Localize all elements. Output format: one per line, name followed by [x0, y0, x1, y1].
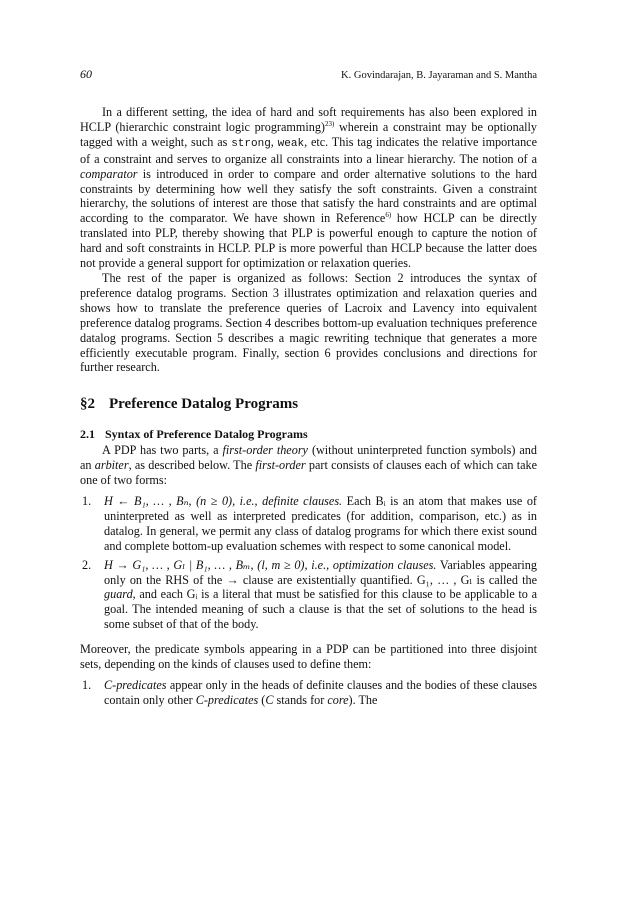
paragraph-predicate-partition: Moreover, the predicate symbols appearing in a PDP can be partitioned into three disjoint sets, depending on the kinds of clauses used to define them:	[80, 642, 537, 672]
text-run: , as described below. The	[128, 458, 256, 473]
paragraph-organization: The rest of the paper is organized as follows: Section 2 introduces the syntax of preference datalog programs. Section 3 illustrates optimization and relaxation queries and shows how to translate the preference queries of Lacroix and Lavency into equivalent preference datalog programs. Section 4 describes bottom-up evaluation techniques preference datalog programs. Section 5 describes a magic rewriting technique that generates a more efficiently executable program. Finally, section 6 provides conclusions and directions for further research.	[80, 270, 537, 375]
list-number: 1.	[82, 494, 92, 509]
list-item	[80, 558, 537, 633]
section-title: Preference Datalog Programs	[109, 396, 299, 413]
text-run: In a different setting, the idea of hard and soft requirements has also been explored in HCLP (hierarchic constraint logic programming)	[80, 105, 537, 134]
paragraph-hclp	[80, 105, 537, 271]
page-header	[80, 67, 537, 82]
emphasis: C-predicates	[104, 678, 167, 692]
text-run: Each Bᵢ is an atom that makes use of uninterpreted as well as interpreted predicates (for addition, comparison, etc.) as in datalog. In general, we permit any class of datalog programs for which there exist sound and complete bottom-up evaluation schemes with respect to some canonical model.	[104, 494, 537, 553]
code-weak: weak	[277, 137, 305, 150]
formula: H ← B₁, … , Bₙ, (n ≥ 0),	[104, 494, 240, 509]
text-run: how HCLP can be directly translated into PLP, thereby showing that PLP is powerful enough to capture the notion of hard and soft constraints in HCLP. PLP is more powerful than HCLP because the latter does not provide a general support for optimization or relaxation queries.	[80, 211, 537, 271]
page-number: 60	[80, 67, 92, 81]
clause-forms-list	[80, 494, 537, 632]
list-item-body	[104, 494, 537, 554]
text-run: part consists of clauses each of which can take one of two forms:	[80, 458, 537, 488]
emphasis: C-predicates	[195, 692, 259, 707]
formula: H → G₁, … , Gₗ | B₁, … , Bₘ, (l, m ≥ 0),	[104, 557, 312, 572]
emphasis: i.e., definite clauses.	[239, 494, 343, 509]
subsection-title: Syntax of Preference Datalog Programs	[105, 427, 308, 442]
emphasis: arbiter	[94, 458, 129, 473]
citation-ref: 23)	[324, 119, 335, 128]
emphasis: core	[327, 692, 349, 707]
text-run: Variables appearing only on the RHS of the → clause are existentially quantified. G₁, … , Gₗ is called the	[104, 557, 537, 587]
text-run: , etc. This tag indicates the relative importance of a constraint and serves to organize all constraints into a linear hierarchy. The notion of a	[80, 134, 538, 166]
emphasis: C	[265, 692, 274, 707]
list-number: 2.	[82, 557, 92, 572]
text-run: , and each Gᵢ is a literal that must be satisfied for this clause to be applicable to a goal. The intended meaning of such a clause is that the set of solutions to the head is some subset of that of the body.	[104, 587, 537, 632]
text-run: ,	[270, 134, 278, 149]
text-run: is introduced in order to compare and order alternative solutions to the hard constraints by determining how well they satisfy the soft constraints. Given a constraint hierarchy, the solutions of interest are those that satisfy the hard constraints and are optimal according to the comparator. We have shown in Reference	[80, 166, 537, 226]
emphasis: i.e., optimization clauses.	[311, 557, 437, 572]
text-run: ). The	[348, 692, 378, 707]
section-heading	[80, 396, 537, 413]
emphasis-guard: guard	[104, 587, 133, 602]
text-run: appear only in the heads of definite clauses and the bodies of these clauses contain only other	[104, 678, 537, 707]
text-run: (without uninterpreted function symbols) and an	[80, 443, 537, 473]
emphasis-comparator: comparator	[80, 166, 138, 181]
subsection-heading	[80, 427, 537, 442]
code-strong: strong	[231, 137, 271, 150]
list-number: 1.	[82, 678, 92, 692]
citation-ref: 6)	[385, 211, 392, 220]
list-item	[80, 494, 537, 554]
running-head: K. Govindarajan, B. Jayaraman and S. Mantha	[341, 70, 537, 81]
list-item-body	[104, 558, 537, 633]
emphasis: first-order	[255, 458, 306, 473]
page-content	[80, 67, 537, 714]
subsection-number: 2.1	[80, 427, 95, 442]
list-item-body	[104, 678, 537, 708]
paragraph-pdp-parts	[80, 443, 537, 488]
text-run: stands for	[273, 692, 328, 707]
predicate-kinds-list	[80, 678, 537, 708]
emphasis: first-order theory	[222, 443, 308, 458]
list-item	[80, 678, 537, 708]
text-run: A PDP has two parts, a	[102, 443, 223, 458]
text-run: (	[258, 692, 266, 707]
text-run: wherein a constraint may be optionally tagged with a weight, such as	[80, 119, 537, 149]
section-number: §2	[80, 396, 95, 413]
